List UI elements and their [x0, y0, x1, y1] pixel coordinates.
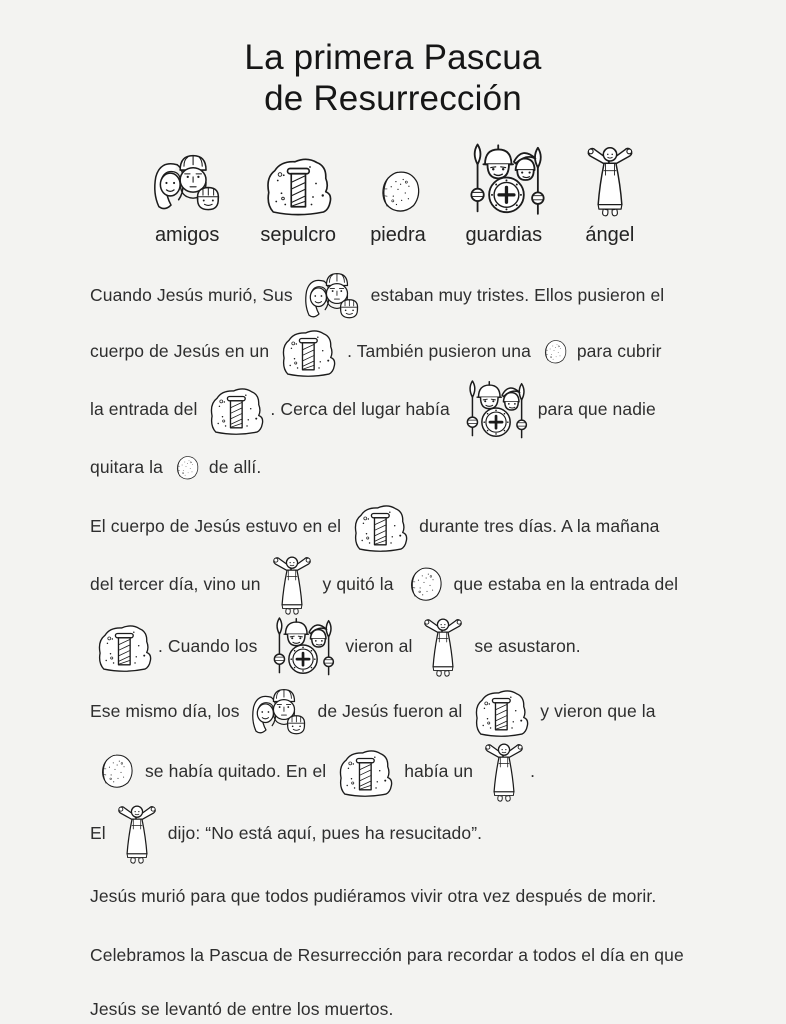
stone-icon: [372, 166, 424, 218]
legend-label: ángel: [585, 223, 635, 246]
tomb-icon: [260, 152, 336, 218]
story-text-segment: y vieron que la: [535, 701, 656, 722]
legend-icon-box: [582, 142, 638, 218]
legend-item-piedra: [370, 142, 426, 247]
stone-icon: [402, 563, 446, 606]
story-paragraph: [90, 267, 698, 495]
legend-label: amigos: [154, 223, 220, 246]
story-text-segment: de Jesús fueron al: [312, 701, 468, 722]
tomb-icon: [349, 500, 411, 554]
story-line: [90, 683, 698, 741]
legend-icon-box: [148, 142, 226, 218]
stone-icon: [93, 750, 137, 793]
story-text-segment: se asustaron.: [469, 636, 581, 657]
story-line: [90, 616, 698, 678]
guards-icon: [460, 142, 548, 218]
story-text-segment: Jesús murió para que todos pudiéramos vivir otra vez después de morir.: [90, 886, 657, 907]
legend-item-angel: [582, 142, 638, 247]
story-text-segment: cuerpo de Jesús en un: [90, 341, 275, 362]
story-line: [90, 554, 698, 616]
story-text-segment: .: [530, 761, 536, 782]
story-line: [90, 929, 698, 983]
story-text-segment: se había quitado. En el: [140, 761, 332, 782]
page-title: [0, 38, 786, 120]
story-text-segment: la entrada del: [90, 399, 203, 420]
story-text-segment: Ese mismo día, los: [90, 701, 245, 722]
legend-item-guardias: [460, 142, 548, 247]
story-line: [90, 379, 698, 441]
story-text-segment: . También pusieron una: [342, 341, 536, 362]
angel-icon: [582, 144, 638, 218]
friends-icon: [301, 267, 363, 325]
story-text-segment: durante tres días. A la mañana: [414, 516, 660, 537]
picture-legend: [0, 142, 786, 247]
story-line: [90, 441, 698, 495]
stone-icon: [171, 453, 201, 483]
tomb-icon: [93, 620, 155, 674]
guards-icon: [265, 616, 337, 678]
page-title-line1: La primera Pascua: [244, 38, 542, 77]
story-text-segment: había un: [399, 761, 479, 782]
friends-icon: [148, 148, 226, 218]
guards-icon: [458, 379, 530, 441]
angel-icon: [114, 803, 160, 865]
story-text-segment: . Cerca del lugar había: [270, 399, 455, 420]
story-text-segment: . Cuando los: [158, 636, 263, 657]
story-text-segment: Cuando Jesús murió, Sus: [90, 285, 298, 306]
page-title-line2: de Resurrección: [264, 78, 522, 118]
legend-icon-box: [460, 142, 548, 218]
story-paragraph: [90, 929, 698, 1024]
legend-icon-box: [372, 142, 424, 218]
story-text-segment: estaban muy tristes. Ellos pusieron el: [365, 285, 665, 306]
legend-item-amigos: [148, 142, 226, 247]
story-text: [0, 267, 786, 1024]
story-text-segment: de allí.: [203, 457, 262, 478]
story-text-segment: vieron al: [340, 636, 418, 657]
stone-icon: [539, 337, 569, 367]
story-line: [90, 983, 698, 1024]
tomb-icon: [470, 685, 532, 739]
story-text-segment: dijo: “No está aquí, pues ha resucitado”.: [162, 823, 483, 844]
story-text-segment: y quitó la: [317, 574, 399, 595]
story-paragraph: [90, 870, 698, 924]
story-text-segment: El: [90, 823, 111, 844]
story-line: [90, 741, 698, 803]
story-text-segment: del tercer día, vino un: [90, 574, 266, 595]
story-paragraph: [90, 683, 698, 865]
story-line: [90, 267, 698, 325]
legend-label: sepulcro: [260, 223, 336, 246]
angel-icon: [481, 741, 527, 803]
story-text-segment: quitara la: [90, 457, 168, 478]
tomb-icon: [334, 745, 396, 799]
tomb-icon: [205, 383, 267, 437]
story-text-segment: Celebramos la Pascua de Resurrección para recordar a todos el día en que: [90, 945, 684, 966]
friends-icon: [248, 683, 310, 741]
legend-item-sepulcro: [260, 142, 336, 247]
story-text-segment: para cubrir: [571, 341, 662, 362]
angel-icon: [420, 616, 466, 678]
story-paragraph: [90, 500, 698, 678]
story-text-segment: que estaba en la entrada del: [448, 574, 679, 595]
story-line: [90, 803, 698, 865]
tomb-icon: [277, 325, 339, 379]
legend-label: piedra: [370, 223, 426, 246]
legend-icon-box: [260, 142, 336, 218]
angel-icon: [269, 554, 315, 616]
story-text-segment: para que nadie: [532, 399, 656, 420]
story-line: [90, 325, 698, 379]
story-line: [90, 870, 698, 924]
legend-label: guardias: [465, 223, 543, 246]
story-line: [90, 500, 698, 554]
story-text-segment: El cuerpo de Jesús estuvo en el: [90, 516, 347, 537]
story-text-segment: Jesús se levantó de entre los muertos.: [90, 999, 394, 1020]
